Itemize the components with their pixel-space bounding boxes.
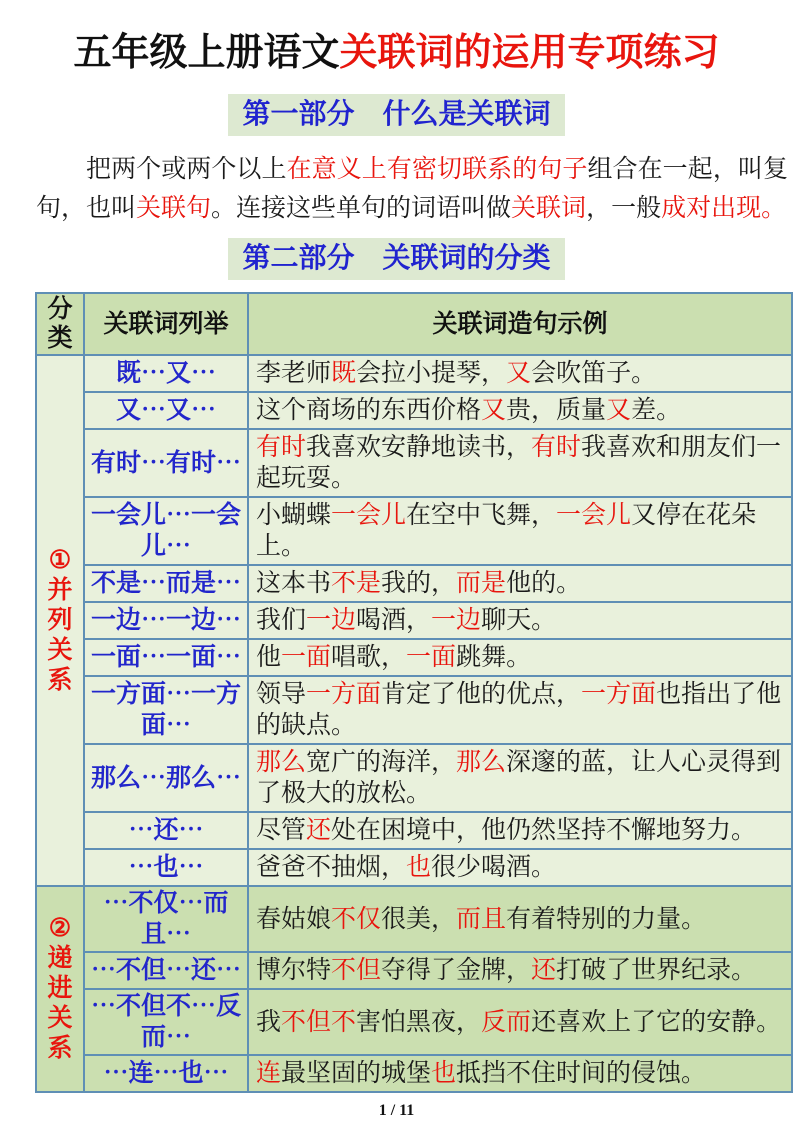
highlighted-conjunction: 一面 xyxy=(281,644,332,671)
highlighted-conjunction: 还 xyxy=(306,817,332,844)
conjunction-pattern-cell: 不是⋯而是⋯ xyxy=(84,565,248,602)
conjunction-pattern-cell: 那么⋯那么⋯ xyxy=(84,744,248,812)
example-sentence-cell xyxy=(248,744,792,812)
sentence-text: 把两个或两个以上 xyxy=(86,156,287,183)
example-sentence-cell xyxy=(248,1055,792,1092)
page-number: 1 / 11 xyxy=(378,1102,415,1119)
table-row xyxy=(36,392,792,429)
highlighted-conjunction: 一边 xyxy=(431,607,482,634)
highlighted-conjunction: 一会儿 xyxy=(556,502,632,529)
highlighted-conjunction: 有时 xyxy=(531,434,582,461)
sentence-text: 他 xyxy=(256,644,282,671)
sentence-text: 我喜欢和朋友们一起玩耍。 xyxy=(256,434,782,492)
sentence-text: 有着特别的力量。 xyxy=(506,905,707,933)
sentence-text: 我们 xyxy=(256,607,307,634)
sentence-text: 博尔特 xyxy=(256,957,332,984)
table-row xyxy=(36,565,792,602)
highlighted-conjunction: 也 xyxy=(431,1060,457,1087)
sentence-text: ，一般 xyxy=(586,195,662,222)
sentence-text: 我的， xyxy=(381,570,457,597)
sentence-text: 也指出了他的缺点。 xyxy=(256,681,782,739)
example-sentence-cell xyxy=(248,497,792,565)
sentence-text: 我喜欢安静地读书， xyxy=(306,434,532,461)
sentence-text: 领导 xyxy=(256,681,307,708)
section1-heading-row xyxy=(0,94,793,136)
highlighted-conjunction: 又 xyxy=(506,360,532,387)
sentence-text: 处在困境中，他仍然坚持不懈地努力。 xyxy=(331,817,757,844)
highlighted-conjunction: 在意义上有密切联系的句子 xyxy=(286,156,588,183)
table-row xyxy=(36,744,792,812)
highlighted-conjunction: 不是 xyxy=(331,570,382,597)
sentence-text: 肯定了他的优点， xyxy=(381,681,582,708)
category-vertical-label: ① 并 列 关 系 xyxy=(47,546,73,694)
sentence-text: 夺得了金牌， xyxy=(381,957,532,984)
example-sentence-cell xyxy=(248,886,792,952)
conjunction-pattern-cell: 有时⋯有时⋯ xyxy=(84,429,248,497)
highlighted-conjunction: 关联句 xyxy=(136,195,212,222)
table-row xyxy=(36,497,792,565)
conjunction-pattern-cell: ⋯不但不⋯反而⋯ xyxy=(84,989,248,1055)
sentence-text: 这个商场的东西价格 xyxy=(256,397,482,424)
table-row xyxy=(36,676,792,744)
category-cell xyxy=(36,886,84,1092)
sentence-text: 会吹笛子。 xyxy=(531,360,657,387)
table-row xyxy=(36,429,792,497)
table-row xyxy=(36,355,792,392)
example-sentence-cell xyxy=(248,989,792,1055)
conjunction-pattern-cell: ⋯不仅⋯而且⋯ xyxy=(84,886,248,952)
sentence-text: 聊天。 xyxy=(481,607,557,634)
sentence-text: 我 xyxy=(256,1008,282,1036)
sentence-text: 。连接这些单句的词语叫做 xyxy=(211,195,512,222)
header-category: 分类 xyxy=(36,293,84,355)
sentence-text: 会拉小提琴， xyxy=(356,360,507,387)
example-sentence-cell xyxy=(248,602,792,639)
page-title-grade: 五年级上册语文 xyxy=(73,32,340,74)
category-cell xyxy=(36,355,84,886)
highlighted-conjunction: 不仅 xyxy=(331,905,382,933)
highlighted-conjunction: 一方面 xyxy=(581,681,657,708)
highlighted-conjunction: 关联词 xyxy=(511,195,587,222)
conjunction-pattern-cell: 一边⋯一边⋯ xyxy=(84,602,248,639)
sentence-text: 春姑娘 xyxy=(256,905,332,933)
conjunction-pattern-cell: 一会儿⋯一会儿⋯ xyxy=(84,497,248,565)
sentence-text: 贵，质量 xyxy=(506,397,607,424)
section1-heading: 第一部分 什么是关联词 xyxy=(228,94,564,136)
conjunction-pattern-cell: 一面⋯一面⋯ xyxy=(84,639,248,676)
conjunction-table xyxy=(35,292,793,1093)
example-sentence-cell xyxy=(248,849,792,886)
sentence-text: 李老师 xyxy=(256,360,332,387)
sentence-text: 抵挡不住时间的侵蚀。 xyxy=(456,1060,707,1087)
intro-paragraph xyxy=(36,150,788,228)
sentence-text: 很少喝酒。 xyxy=(431,854,557,881)
sentence-text: 在空中飞舞， xyxy=(406,502,557,529)
sentence-text: 他的。 xyxy=(506,570,582,597)
sentence-text: 唱歌， xyxy=(331,644,407,671)
conjunction-pattern-cell: ⋯不但⋯还⋯ xyxy=(84,952,248,989)
highlighted-conjunction: 也 xyxy=(406,854,432,881)
page-title-topic: 关联词的运用专项练习 xyxy=(339,32,720,74)
highlighted-conjunction: 成对出现。 xyxy=(661,195,787,222)
example-sentence-cell xyxy=(248,639,792,676)
conjunction-pattern-cell: 又⋯又⋯ xyxy=(84,392,248,429)
highlighted-conjunction: 那么 xyxy=(456,749,507,776)
highlighted-conjunction: 不但 xyxy=(331,957,382,984)
table-row xyxy=(36,849,792,886)
table-row xyxy=(36,952,792,989)
sentence-text: 最坚固的城堡 xyxy=(281,1060,432,1087)
section2-heading-row xyxy=(0,238,793,280)
highlighted-conjunction: 那么 xyxy=(256,749,307,776)
sentence-text: 差。 xyxy=(631,397,682,424)
table-row xyxy=(36,812,792,849)
sentence-text: 深邃的蓝，让人心灵得到了极大的放松。 xyxy=(256,749,782,807)
sentence-text: 小蝴蝶 xyxy=(256,502,332,529)
header-example: 关联词造句示例 xyxy=(248,293,792,355)
example-sentence-cell xyxy=(248,355,792,392)
highlighted-conjunction: 而且 xyxy=(456,905,507,933)
conjunction-pattern-cell: ⋯连⋯也⋯ xyxy=(84,1055,248,1092)
sentence-text: 爸爸不抽烟， xyxy=(256,854,407,881)
highlighted-conjunction: 一方面 xyxy=(306,681,382,708)
highlighted-conjunction: 一面 xyxy=(406,644,457,671)
category-vertical-label: ② 递 进 关 系 xyxy=(47,915,73,1062)
example-sentence-cell xyxy=(248,429,792,497)
table-row xyxy=(36,1055,792,1092)
sentence-text: 这本书 xyxy=(256,570,332,597)
example-sentence-cell xyxy=(248,676,792,744)
sentence-text: 组合在一起，叫复句，也叫 xyxy=(36,156,788,222)
table-row xyxy=(36,886,792,952)
sentence-text: 还喜欢上了它的安静。 xyxy=(531,1008,782,1036)
sentence-text: 又停在花朵上。 xyxy=(256,502,757,560)
highlighted-conjunction: 又 xyxy=(606,397,632,424)
sentence-text: 喝酒， xyxy=(356,607,432,634)
conjunction-pattern-cell: 既⋯又⋯ xyxy=(84,355,248,392)
sentence-text: 打破了世界纪录。 xyxy=(556,957,757,984)
example-sentence-cell xyxy=(248,392,792,429)
highlighted-conjunction: 既 xyxy=(331,360,357,387)
table-header-row xyxy=(36,293,792,355)
table-row xyxy=(36,989,792,1055)
highlighted-conjunction: 还 xyxy=(531,957,557,984)
example-sentence-cell xyxy=(248,952,792,989)
table-row xyxy=(36,602,792,639)
highlighted-conjunction: 又 xyxy=(481,397,507,424)
highlighted-conjunction: 一会儿 xyxy=(331,502,407,529)
sentence-text: 害怕黑夜， xyxy=(356,1008,482,1036)
sentence-text: 跳舞。 xyxy=(456,644,532,671)
highlighted-conjunction: 有时 xyxy=(256,434,307,461)
table-row xyxy=(36,639,792,676)
sentence-text: 很美， xyxy=(381,905,457,933)
highlighted-conjunction: 不但不 xyxy=(281,1008,357,1036)
highlighted-conjunction: 而是 xyxy=(456,570,507,597)
header-pattern: 关联词列举 xyxy=(84,293,248,355)
sentence-text: 尽管 xyxy=(256,817,307,844)
highlighted-conjunction: 一边 xyxy=(306,607,357,634)
sentence-text: 宽广的海洋， xyxy=(306,749,457,776)
conjunction-pattern-cell: 一方面⋯一方面⋯ xyxy=(84,676,248,744)
highlighted-conjunction: 连 xyxy=(256,1060,282,1087)
section2-heading: 第二部分 关联词的分类 xyxy=(228,238,564,280)
conjunction-pattern-cell: ⋯也⋯ xyxy=(84,849,248,886)
page-title xyxy=(0,28,793,78)
example-sentence-cell xyxy=(248,812,792,849)
highlighted-conjunction: 反而 xyxy=(481,1008,532,1036)
conjunction-pattern-cell: ⋯还⋯ xyxy=(84,812,248,849)
example-sentence-cell xyxy=(248,565,792,602)
